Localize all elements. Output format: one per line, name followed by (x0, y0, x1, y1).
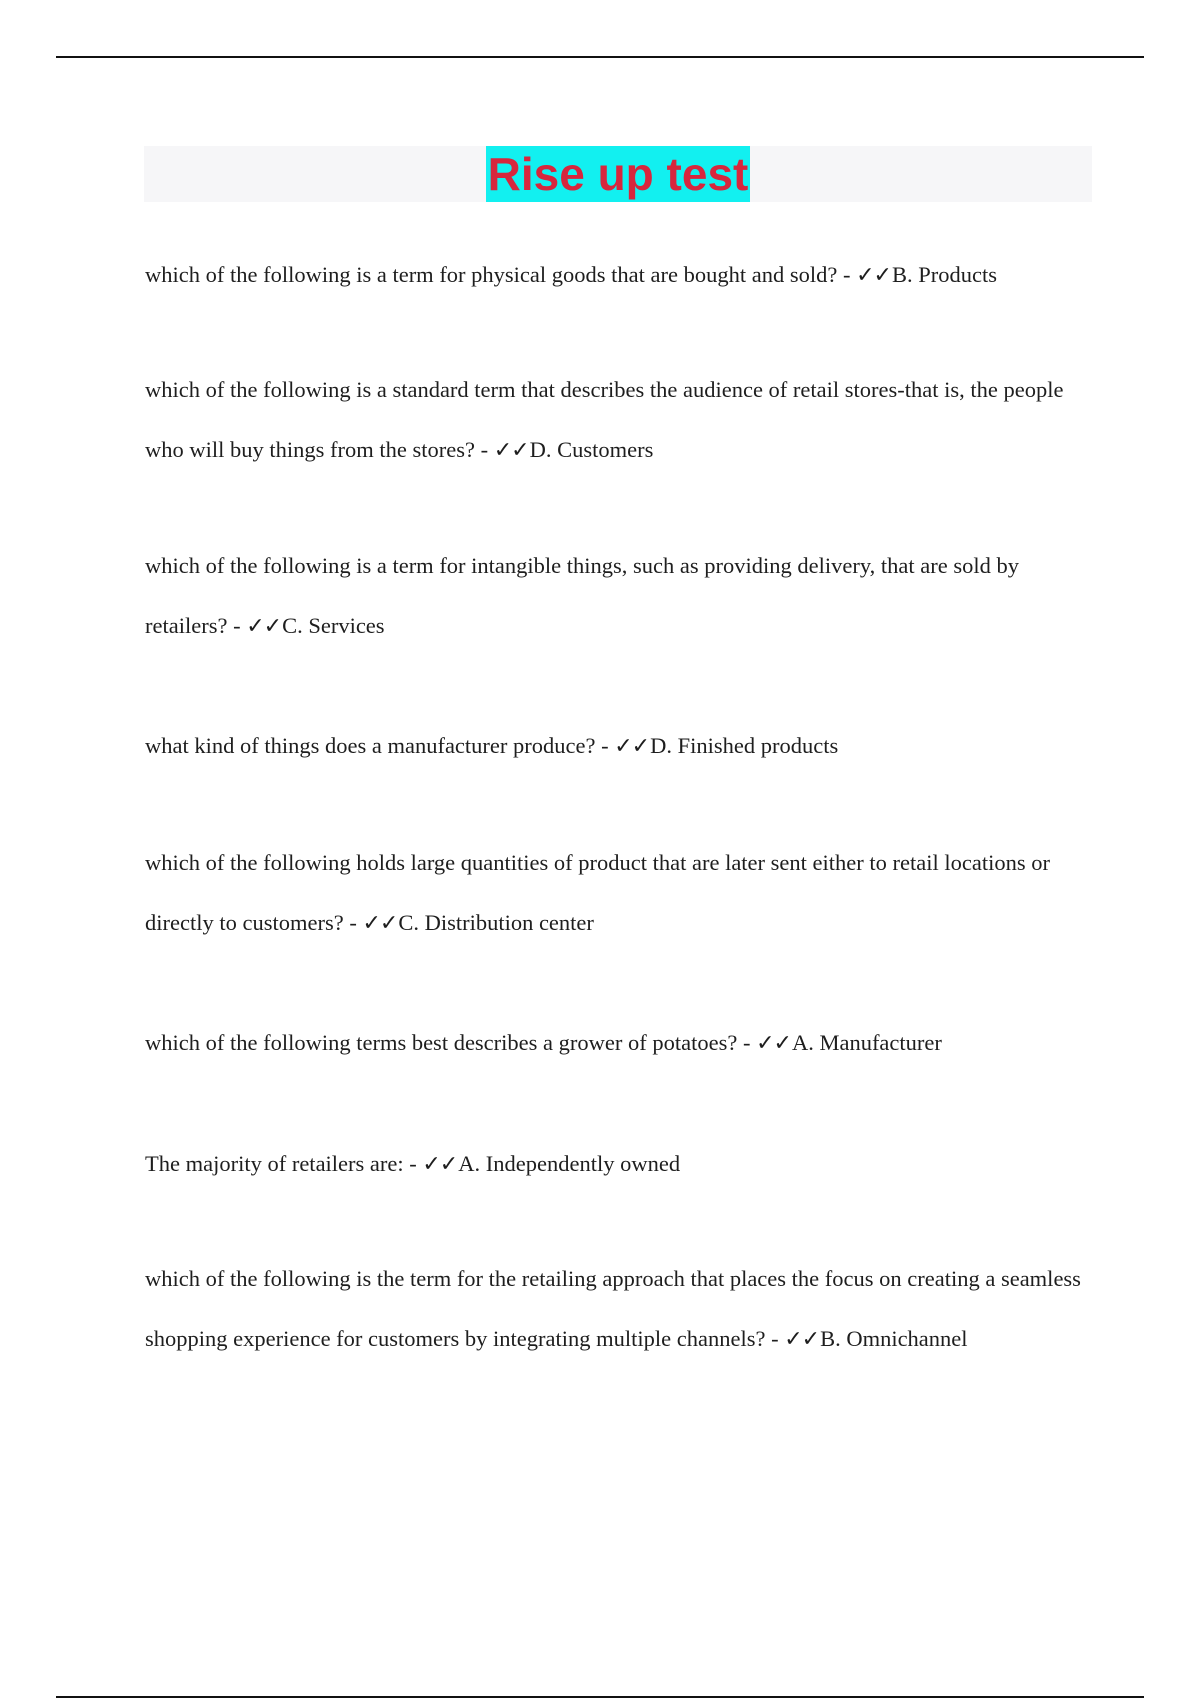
qa-item-8 (145, 1249, 1095, 1370)
double-check-icon: ✓✓ (784, 1327, 820, 1352)
double-check-icon: ✓✓ (362, 911, 398, 936)
double-check-icon: ✓✓ (246, 614, 282, 639)
qa-item-6 (145, 1013, 1095, 1074)
qa-item-4 (145, 716, 1095, 777)
answer-text: A. Independently owned (458, 1151, 681, 1176)
double-check-icon: ✓✓ (614, 734, 650, 759)
answer-text: D. Customers (529, 437, 654, 462)
qa-item-7 (145, 1134, 1095, 1195)
qa-item-1 (145, 245, 1095, 306)
answer-text: D. Finished products (650, 733, 839, 758)
answer-text: B. Products (891, 262, 997, 287)
title-band (144, 146, 1092, 202)
question-text: which of the following is the term for the retailing approach that places the focus on creating a seamless shopping experience for customers by integrating multiple channels? - (145, 1266, 1081, 1351)
page-title: Rise up test (487, 148, 749, 200)
question-text: The majority of retailers are: - (145, 1151, 423, 1176)
question-text: what kind of things does a manufacturer produce? - (145, 733, 615, 758)
question-text: which of the following is a standard term that describes the audience of retail stores-that is, the people who will buy things from the stores? - (145, 377, 1064, 462)
question-text: which of the following terms best describes a grower of potatoes? - (145, 1030, 757, 1055)
double-check-icon: ✓✓ (422, 1152, 458, 1177)
double-check-icon: ✓✓ (756, 1031, 791, 1056)
qa-item-2 (145, 360, 1095, 481)
double-check-icon: ✓✓ (856, 263, 891, 288)
answer-text: C. Distribution center (398, 910, 594, 935)
qa-item-5 (145, 833, 1095, 954)
answer-text: A. Manufacturer (791, 1030, 942, 1055)
top-divider (56, 56, 1144, 58)
question-text: which of the following is a term for physical goods that are bought and sold? - (145, 262, 857, 287)
qa-item-3 (145, 536, 1095, 657)
question-text: which of the following holds large quantities of product that are later sent either to retail locations or directly to customers? - (145, 850, 1050, 935)
double-check-icon: ✓✓ (493, 438, 529, 463)
bottom-divider (56, 1696, 1144, 1698)
question-text: which of the following is a term for intangible things, such as providing delivery, that are sold by retailers? - (145, 553, 1019, 638)
answer-text: B. Omnichannel (820, 1326, 968, 1351)
answer-text: C. Services (282, 613, 385, 638)
